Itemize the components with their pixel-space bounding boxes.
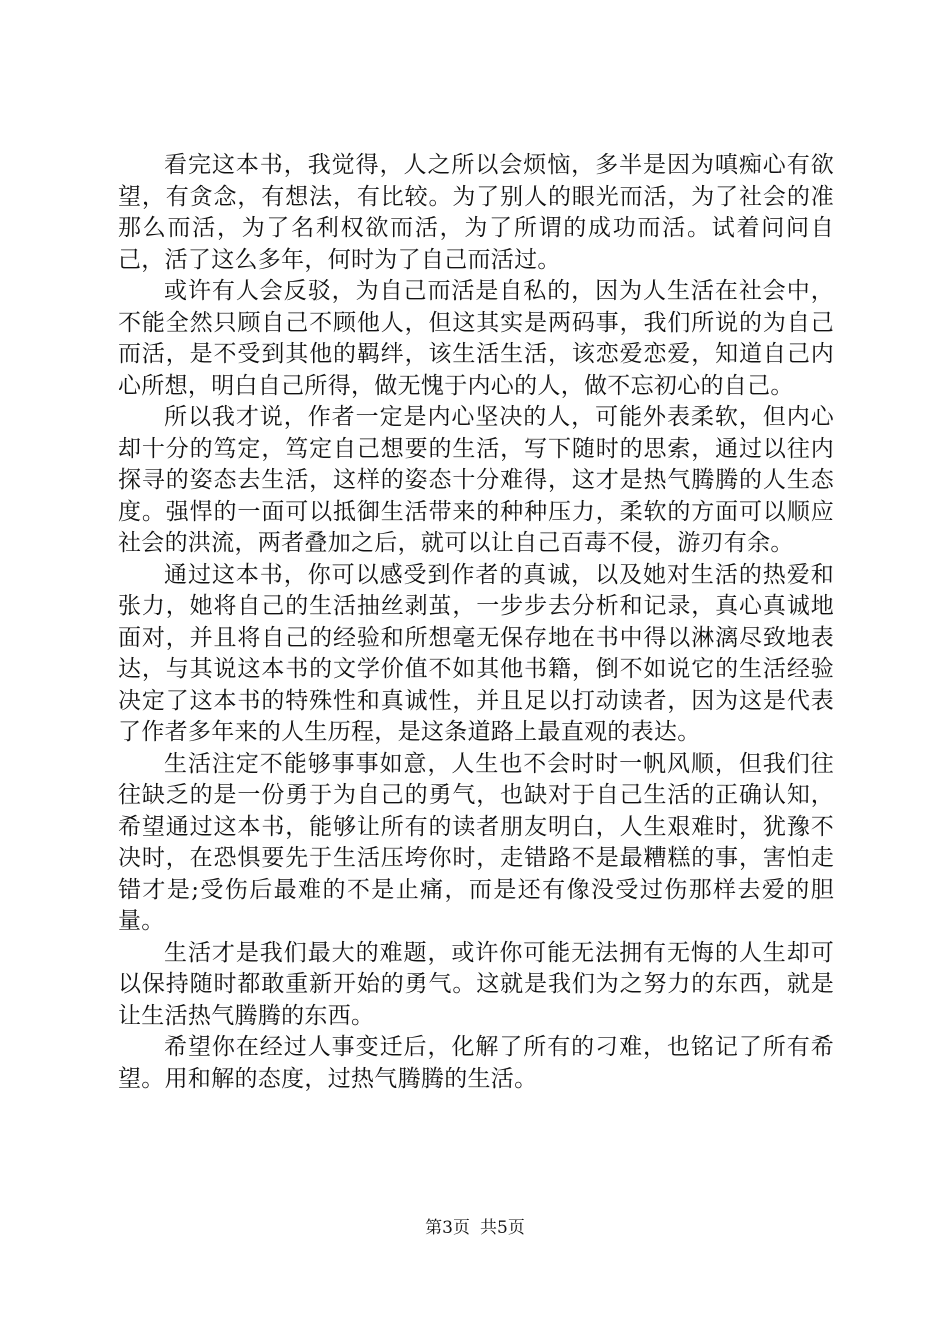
page-footer bbox=[0, 1218, 950, 1238]
paragraph-2: 或许有人会反驳，为自己而活是自私的，因为人生活在社会中，不能全然只顾自己不顾他人，但这其实是两码事，我们所说的为自己而活，是不受到其他的羁绊，该生活生活，该恋爱恋爱，知道自己内心所想，明白自己所得，做无愧于内心的人，做不忘初心的自己。 bbox=[118, 278, 834, 399]
document-body bbox=[118, 150, 834, 1095]
paragraph-6: 生活才是我们最大的难题，或许你可能无法拥有无悔的人生却可以保持随时都敢重新开始的勇气。这就是我们为之努力的东西，就是让生活热气腾腾的东西。 bbox=[118, 939, 834, 1029]
paragraph-1: 看完这本书，我觉得，人之所以会烦恼，多半是因为嗔痴心有欲望，有贪念，有想法，有比较。为了别人的眼光而活，为了社会的准那么而活，为了名利权欲而活，为了所谓的成功而活。试着问问自己，活了这么多年，何时为了自己而活过。 bbox=[118, 152, 834, 273]
paragraph-5: 生活注定不能够事事如意，人生也不会时时一帆风顺，但我们往往缺乏的是一份勇于为自己的勇气，也缺对于自己生活的正确认知，希望通过这本书，能够让所有的读者朋友明白，人生艰难时，犹豫不决时，在恐惧要先于生活压垮你时，走错路不是最糟糕的事，害怕走错才是;受伤后最难的不是止痛，而是还有像没受过伤那样去爱的胆量。 bbox=[118, 750, 834, 934]
paragraph-7: 希望你在经过人事变迁后，化解了所有的刁难，也铭记了所有希望。用和解的态度，过热气腾腾的生活。 bbox=[118, 1034, 834, 1092]
page-number: 第3页 bbox=[425, 1218, 470, 1238]
paragraph-4: 通过这本书，你可以感受到作者的真诚，以及她对生活的热爱和张力，她将自己的生活抽丝剥茧，一步步去分析和记录，真心真诚地面对，并且将自己的经验和所想毫无保存地在书中得以淋漓尽致地表达，与其说这本书的文学价值不如其他书籍，倒不如说它的生活经验决定了这本书的特殊性和真诚性，并且足以打动读者，因为这是代表了作者多年来的人生历程，是这条道路上最直观的表达。 bbox=[118, 561, 834, 745]
page-total: 共5页 bbox=[480, 1218, 525, 1238]
paragraph-3: 所以我才说，作者一定是内心坚决的人，可能外表柔软，但内心却十分的笃定，笃定自己想要的生活，写下随时的思索，通过以往内探寻的姿态去生活，这样的姿态十分难得，这才是热气腾腾的人生态度。强悍的一面可以抵御生活带来的种种压力，柔软的方面可以顺应社会的洪流，两者叠加之后，就可以让自己百毒不侵，游刃有余。 bbox=[118, 404, 834, 556]
